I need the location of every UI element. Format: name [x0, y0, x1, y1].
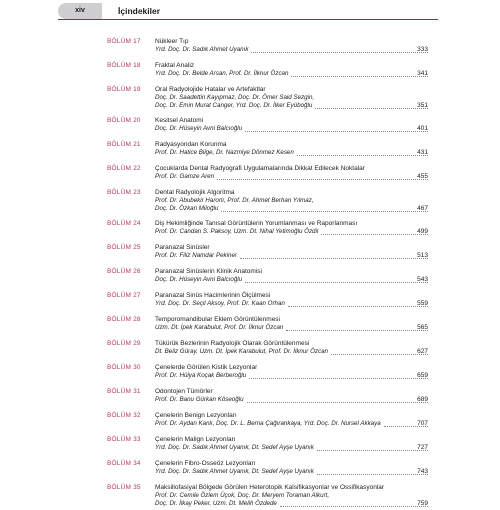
chapter-label: BÖLÜM 35: [107, 484, 141, 491]
chapter-authors: Yrd. Doç. Dr. Belde Arsan, Prof. Dr. İlknur Özcan: [155, 70, 289, 77]
chapter-authors: Dt. Beliz Güray, Uzm. Dt. İpek Karabulut, Prof. Dr. İlknur Özcan: [155, 348, 328, 355]
dot-leader: [288, 306, 428, 307]
chapter-authors: Prof. Dr. Banu Gürkan Köseoğlu: [155, 396, 244, 403]
chapter-title: Çenelerde Görülen Kistik Lezyonlar: [155, 364, 258, 371]
chapter-title: Çenelerin Benign Lezyonları: [155, 412, 237, 419]
chapter-authors: Prof. Dr. Cemile Özlem Üçok, Doç. Dr. Meryem Toraman Alkurt,: [155, 492, 330, 499]
page-title: İçindekiler: [118, 6, 161, 16]
chapter-title: Çenelerin Fibro-Osseöz Lezyonları: [155, 460, 256, 467]
chapter-label: BÖLÜM 31: [107, 388, 141, 395]
chapter-authors: Prof. Dr. Aydan Kanlı, Doç. Dr. L. Berna Çağırankaya, Yrd. Doç. Dr. Nursel Akkaya: [155, 420, 381, 427]
toc-entry[interactable]: [0, 316, 500, 342]
dot-leader: [317, 450, 428, 451]
page-number: 455: [417, 173, 428, 180]
toc-entry[interactable]: [0, 460, 500, 486]
toc-entry[interactable]: [0, 340, 500, 366]
toc-entry[interactable]: [0, 165, 500, 191]
toc-entry[interactable]: [0, 86, 500, 112]
chapter-label: BÖLÜM 28: [107, 316, 141, 323]
chapter-title: Radyasyondan Korunma: [155, 141, 227, 148]
dot-leader: [280, 506, 428, 507]
toc-entry[interactable]: [0, 412, 500, 438]
chapter-label: BÖLÜM 29: [107, 340, 141, 347]
chapter-authors: Uzm. Dt. İpek Karabulut, Prof. Dr. İlknur Özcan: [155, 324, 284, 331]
chapter-authors: Prof. Dr. Candan S. Paksoy, Uzm. Dt. Nihal Yetimoğlu Özdil: [155, 228, 319, 235]
toc-entry[interactable]: [0, 38, 500, 64]
header-rule: [58, 3, 438, 20]
chapter-authors: Yrd. Doç. Dr. Sadık Ahmet Uyanık, Dt. Sedef Ayşe Uyanık: [155, 444, 314, 451]
chapter-authors: Prof. Dr. Abubekir Harorlı, Prof. Dr. Ahmet Berhan Yılmaz,: [155, 197, 314, 204]
dot-leader: [247, 402, 428, 403]
page-number: 565: [417, 324, 428, 331]
chapter-authors: Yrd. Doç. Dr. Sadık Ahmet Uyanık, Dt. Sedef Ayşe Uyanık: [155, 468, 314, 475]
chapter-label: BÖLÜM 27: [107, 292, 141, 299]
chapter-authors: Doç. Dr. Hüseyin Avni Balcıoğlu: [155, 125, 243, 132]
dot-leader: [217, 179, 428, 180]
chapter-title: Odontojen Tümörler: [155, 388, 213, 395]
page-number: 659: [417, 372, 428, 379]
dot-leader: [251, 52, 428, 53]
chapter-title: Nükleer Tıp: [155, 38, 189, 45]
toc-entry[interactable]: [0, 62, 500, 88]
chapter-title: Tükürük Bezlerinin Radyolojik Olarak Görüntülenmesi: [155, 340, 310, 347]
page-number: 559: [417, 300, 428, 307]
toc-entry[interactable]: [0, 388, 500, 414]
chapter-label: BÖLÜM 21: [107, 141, 141, 148]
chapter-authors: Doç. Dr. Emin Murat Canger, Yrd. Doç. Dr. İlker Eyüboğlu: [155, 101, 313, 109]
chapter-authors: Doç. Dr. Saadettin Kayıpmaz, Doç. Dr. Ömer Said Sezgin,: [155, 94, 315, 101]
chapter-authors: Prof. Dr. Hatice Bilge, Dr. Nazmiye Dönmez Kesen: [155, 149, 294, 156]
toc-entry[interactable]: [0, 189, 500, 215]
page-number: 513: [417, 252, 428, 259]
toc-entry[interactable]: [0, 117, 500, 143]
toc-entry[interactable]: [0, 141, 500, 167]
dot-leader: [297, 155, 428, 156]
page-number: 351: [417, 101, 428, 109]
chapter-authors: Doç. Dr. İlkay Peker, Uzm. Dt. Melih Özdede: [155, 499, 277, 507]
page-number: 627: [417, 348, 428, 355]
chapter-label: BÖLÜM 25: [107, 244, 141, 251]
dot-leader: [249, 378, 428, 379]
chapter-authors: Yrd. Doç. Dr. Seçil Aksoy, Prof. Dr. Kaan Orhan: [155, 300, 285, 307]
page-number: 341: [417, 70, 428, 77]
page-number: 333: [417, 46, 428, 53]
page-number: 689: [417, 396, 428, 403]
chapter-authors: Prof. Dr. Filiz Namdar Pekiner: [155, 252, 237, 259]
dot-leader: [245, 282, 428, 283]
chapter-label: BÖLÜM 32: [107, 412, 141, 419]
chapter-label: BÖLÜM 30: [107, 364, 141, 371]
chapter-label: BÖLÜM 19: [107, 86, 141, 93]
toc-entry[interactable]: [0, 268, 500, 294]
chapter-title: Çenelerin Malign Lezyonları: [155, 436, 236, 443]
page-number: 499: [417, 228, 428, 235]
chapter-title: Kesitsel Anatomi: [155, 117, 204, 124]
chapter-title: Fraktal Analiz: [155, 62, 195, 69]
dot-leader: [331, 354, 428, 355]
chapter-authors: Doç. Dr. Hüseyin Avni Balcıoğlu: [155, 276, 243, 283]
toc-entry[interactable]: [0, 484, 500, 510]
dot-leader: [240, 258, 428, 259]
dot-leader: [315, 108, 428, 109]
chapter-title: Paranazal Sinüsler: [155, 244, 210, 251]
page-number: 401: [417, 125, 428, 132]
chapter-label: BÖLÜM 24: [107, 220, 141, 227]
chapter-title: Oral Radyolojide Hatalar ve Artefaktlar: [155, 86, 266, 93]
dot-leader: [321, 234, 428, 235]
chapter-label: BÖLÜM 20: [107, 117, 141, 124]
toc-entry[interactable]: [0, 436, 500, 462]
chapter-label: BÖLÜM 33: [107, 436, 141, 443]
chapter-authors: Prof. Dr. Gamze Aren: [155, 173, 215, 180]
page-number: 467: [417, 204, 428, 212]
toc-entry[interactable]: [0, 292, 500, 318]
chapter-authors: Doç. Dr. Özkan Miloğlu: [155, 204, 219, 212]
page-number: 543: [417, 276, 428, 283]
chapter-title: Diş Hekimliğinde Tanısal Görüntülerin Yorumlanması ve Raporlanması: [155, 220, 358, 227]
page-number: 759: [417, 499, 428, 507]
toc-entry[interactable]: [0, 244, 500, 270]
dot-leader: [286, 330, 428, 331]
chapter-title: Çocuklarda Dental Radyografi Uygulamalarında Dikkat Edilecek Noktalar: [155, 165, 365, 172]
dot-leader: [245, 131, 428, 132]
page-number: 431: [417, 149, 428, 156]
chapter-label: BÖLÜM 22: [107, 165, 141, 172]
dot-leader: [291, 76, 428, 77]
dot-leader: [317, 474, 428, 475]
chapter-title: Paranazal Sinüs Hacimlerinin Ölçülmesi: [155, 292, 271, 299]
page-number-tab: xiv: [58, 3, 102, 19]
chapter-title: Temporomandibular Eklem Görüntülenmesi: [155, 316, 281, 323]
chapter-authors: Prof. Dr. Hülya Koçak Berberoğlu: [155, 372, 247, 379]
chapter-authors: Yrd. Doç. Dr. Sadık Ahmet Uyanık: [155, 46, 249, 53]
page-number: 727: [417, 444, 428, 451]
chapter-label: BÖLÜM 17: [107, 38, 141, 45]
chapter-title: Paranazal Sinüslerin Klinik Anatomisi: [155, 268, 262, 275]
chapter-label: BÖLÜM 26: [107, 268, 141, 275]
page-number: 743: [417, 468, 428, 475]
chapter-label: BÖLÜM 34: [107, 460, 141, 467]
chapter-label: BÖLÜM 18: [107, 62, 141, 69]
dot-leader: [221, 211, 428, 212]
chapter-title: Dental Radyolojik Algoritma: [155, 189, 235, 196]
chapter-label: BÖLÜM 23: [107, 189, 141, 196]
page-number: 707: [417, 420, 428, 427]
toc-entry[interactable]: [0, 220, 500, 246]
toc-entry[interactable]: [0, 364, 500, 390]
chapter-title: Maksillofasiyal Bölgede Görülen Heterotopik Kalsifikasyonlar ve Ossifikasyonlar: [155, 484, 385, 491]
